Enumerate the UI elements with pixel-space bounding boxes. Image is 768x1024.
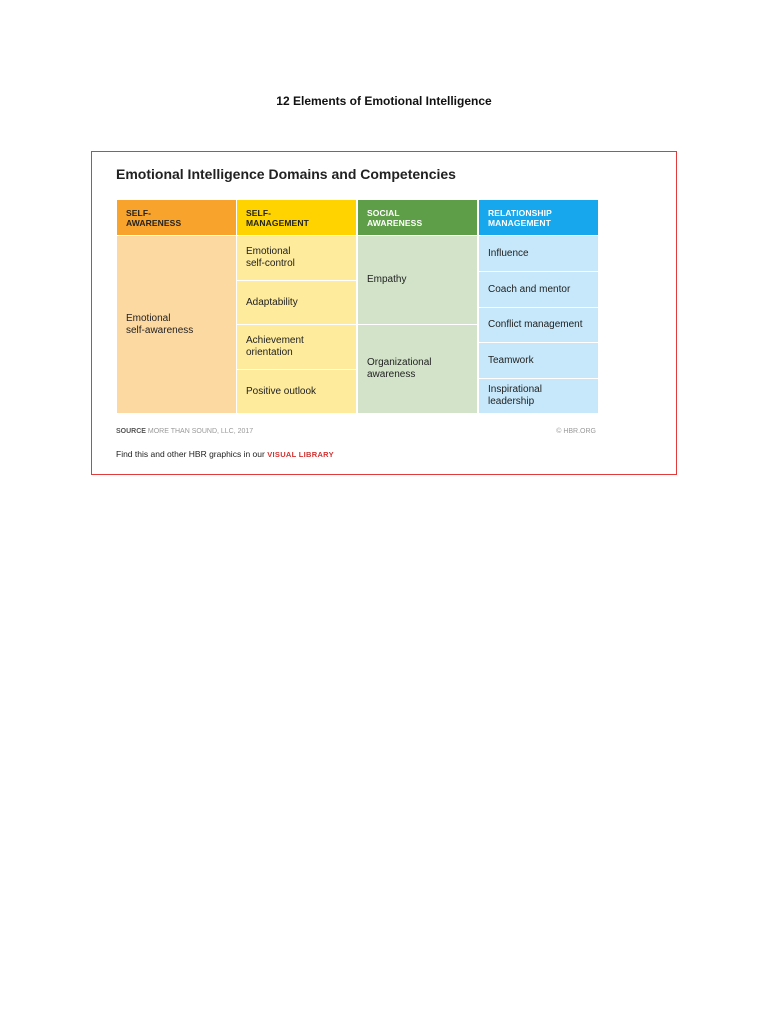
competency-grid [117, 200, 598, 413]
hbr-figure [91, 151, 677, 475]
column-relationship-management [479, 200, 598, 413]
competency-empathy: Empathy [367, 274, 407, 285]
competency-positive-outlook: Positive outlook [237, 369, 356, 413]
column-body [117, 236, 236, 413]
column-self-management [237, 200, 356, 413]
competency-adaptability: Adaptability [237, 280, 356, 324]
competency-coach-and-mentor: Coach and mentor [479, 271, 598, 307]
column-body [479, 236, 598, 413]
competency-conflict-management: Conflict management [479, 307, 598, 342]
competency-achievement-orientation: Achievement orientation [237, 324, 356, 369]
visual-library-link[interactable]: VISUAL LIBRARY [267, 450, 334, 459]
competency-emotional-self-awareness: Emotional self-awareness [126, 312, 194, 336]
column-header: SELF- MANAGEMENT [237, 200, 356, 235]
column-body [237, 236, 356, 413]
find-text: Find this and other HBR graphics in our [116, 449, 265, 459]
column-header: SOCIAL AWARENESS [358, 200, 477, 235]
figure-source [116, 428, 253, 435]
column-self-awareness [117, 200, 236, 413]
column-header: SELF- AWARENESS [117, 200, 236, 235]
competency-inspirational-leadership: Inspirational leadership [479, 378, 598, 413]
visual-library-note [116, 449, 334, 459]
column-header: RELATIONSHIP MANAGEMENT [479, 200, 598, 235]
column-social-awareness [358, 200, 477, 413]
figure-copyright: © HBR.ORG [556, 428, 596, 435]
figure-heading: Emotional Intelligence Domains and Competencies [116, 166, 456, 182]
document-title: 12 Elements of Emotional Intelligence [276, 94, 492, 108]
competency-teamwork: Teamwork [479, 342, 598, 378]
source-text: MORE THAN SOUND, LLC, 2017 [147, 428, 254, 435]
column-body [358, 236, 477, 413]
competency-emotional-self-control: Emotional self-control [246, 246, 295, 269]
competency-organizational-awareness: Organizational awareness [358, 324, 477, 413]
source-label: SOURCE [116, 428, 146, 435]
competency-influence: Influence [488, 247, 529, 259]
